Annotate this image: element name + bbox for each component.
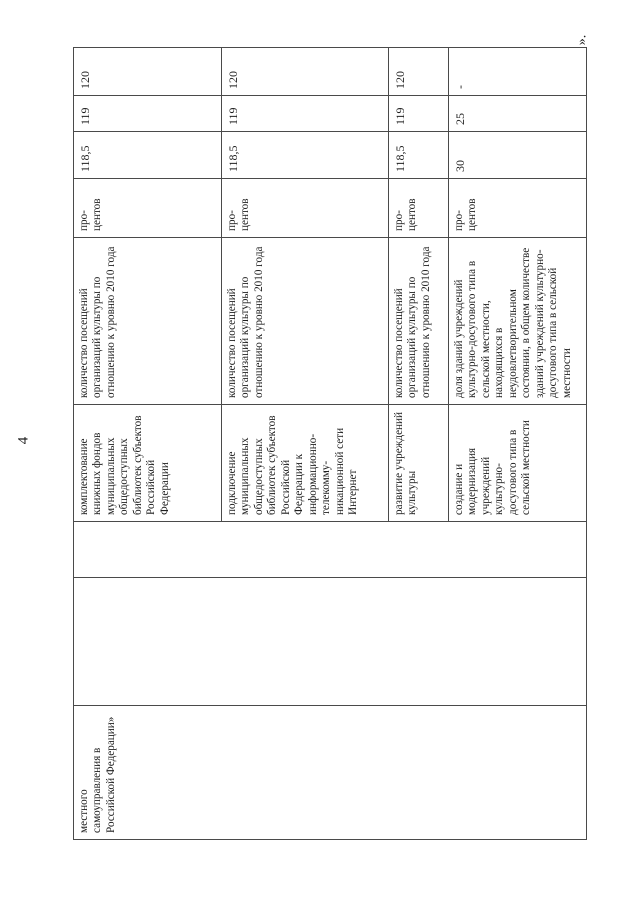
- value-cell: 120: [74, 48, 222, 96]
- closing-quote-mark: ».: [574, 34, 590, 46]
- value-cell: 118,5: [74, 132, 222, 179]
- value-cell: 118,5: [389, 132, 449, 179]
- indicator-cell: количество посещений организаций культуры по отношению к уровню 2010 года: [74, 238, 222, 405]
- value-cell: 119: [74, 96, 222, 132]
- unit-cell: про-центов: [222, 179, 389, 238]
- event-cell: создание и модернизация учреждений культурно-досугового типа в сельской местности: [449, 405, 587, 522]
- value-cell: 119: [222, 96, 389, 132]
- unit-cell: про-центов: [389, 179, 449, 238]
- value-cell: 120: [389, 48, 449, 96]
- event-cell: комплектование книжных фондов муниципальных общедоступных библиотек субъектов Российской Федерации: [74, 405, 222, 522]
- value-cell: 30: [449, 132, 587, 179]
- rotated-table-container: [73, 48, 586, 840]
- empty-cell: [74, 578, 587, 706]
- program-indicators-table: [73, 47, 587, 840]
- table-row: [74, 48, 222, 840]
- rotated-table: [73, 48, 586, 840]
- unit-cell: про-центов: [74, 179, 222, 238]
- value-cell: -: [449, 48, 587, 96]
- event-cell: развитие учреждений культуры: [389, 405, 449, 522]
- indicator-cell: количество посещений организаций культуры по отношению к уровню 2010 года: [389, 238, 449, 405]
- event-cell: подключение муниципальных общедоступных библиотек субъектов Российской Федерации к информационно-телекомму-никационной сети Интернет: [222, 405, 389, 522]
- page-number: 4: [15, 436, 32, 445]
- program-name-cell: местного самоуправления в Российской Федерации»: [74, 706, 587, 840]
- value-cell: 119: [389, 96, 449, 132]
- indicator-cell: доля зданий учреждений культурно-досугового типа в сельской местности, находящихся в неудовлетворительном состоянии, в общем количестве зданий учреждений культурно-досугового типа в сельской местности: [449, 238, 587, 405]
- value-cell: 120: [222, 48, 389, 96]
- value-cell: 118,5: [222, 132, 389, 179]
- indicator-cell: количество посещений организаций культуры по отношению к уровню 2010 года: [222, 238, 389, 405]
- empty-cell: [74, 522, 587, 578]
- unit-cell: про-центов: [449, 179, 587, 238]
- value-cell: 25: [449, 96, 587, 132]
